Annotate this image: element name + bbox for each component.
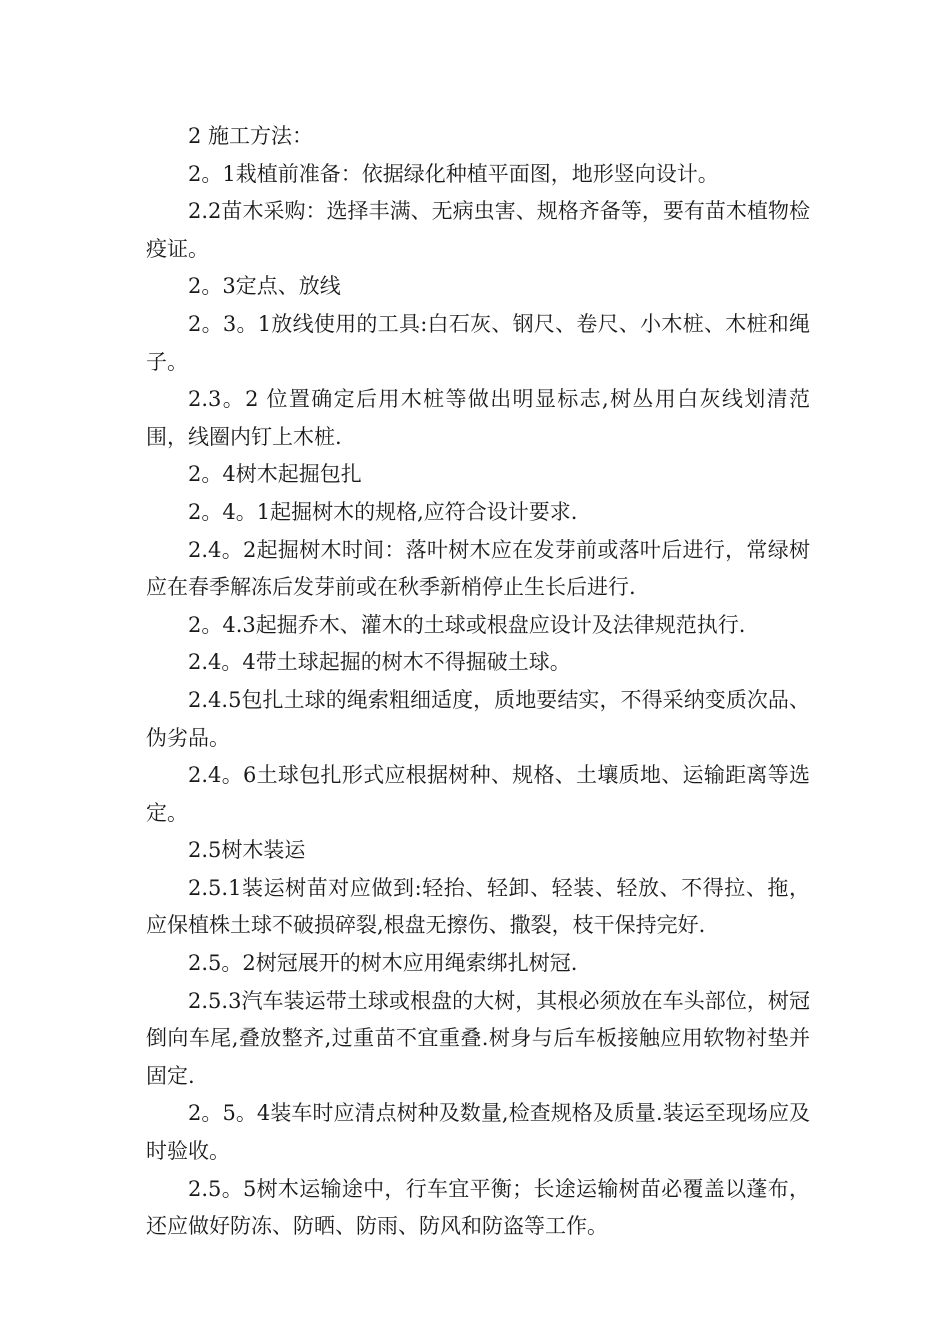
paragraph-2-2: 2.2苗木采购：选择丰满、无病虫害、规格齐备等，要有苗木植物检疫证。 (146, 199, 810, 261)
subheading-2-5: 2.5树木装运 (188, 838, 306, 863)
paragraph-2-4-2: 2.4。2起掘树木时间：落叶树木应在发芽前或落叶后进行，常绿树应在春季解冻后发芽前或在秋季新梢停止生长后进行. (146, 537, 810, 600)
paragraph-2-5-2: 2.5。2树冠展开的树木应用绳索绑扎树冠. (188, 951, 578, 976)
paragraph-2-4-1: 2。4。1起掘树木的规格,应符合设计要求. (188, 499, 578, 524)
paragraph-2-5-4: 2。5。4装车时应清点树种及数量,检查规格及质量.装运至现场应及时验收。 (146, 1101, 810, 1164)
paragraph-2-5-1: 2.5.1装运树苗对应做到:轻抬、轻卸、轻装、轻放、不得拉、拖，应保植株土球不破损碎裂,根盘无擦伤、撒裂，枝干保持完好. (146, 875, 810, 938)
section-heading-construction-method: 2 施工方法： (188, 124, 314, 148)
subheading-2-4: 2。4树木起掘包扎 (188, 462, 362, 487)
paragraph-2-4-6: 2.4。6土球包扎形式应根据树种、规格、土壤质地、运输距离等选定。 (146, 763, 810, 825)
paragraph-2-3-1: 2。3。1放线使用的工具:白石灰、钢尺、卷尺、小木桩、木桩和绳子。 (146, 311, 810, 374)
paragraph-2-1: 2。1栽植前准备：依据绿化种植平面图，地形竖向设计。 (188, 161, 719, 186)
document-body (146, 118, 810, 1246)
paragraph-2-5-5: 2.5。5树木运输途中，行车宜平衡；长途运输树苗必覆盖以蓬布，还应做好防冻、防晒、防雨、防风和防盗等工作。 (146, 1176, 810, 1239)
paragraph-2-4-5: 2.4.5包扎土球的绳索粗细适度，质地要结实，不得采纳变质次品、伪劣品。 (146, 687, 810, 750)
paragraph-2-4-4: 2.4。4带土球起掘的树木不得掘破土球。 (188, 650, 571, 675)
paragraph-2-4-3: 2。4.3起掘乔木、灌木的土球或根盘应设计及法律规范执行. (188, 612, 746, 637)
subheading-2-3: 2。3定点、放线 (188, 274, 341, 299)
paragraph-2-3-2: 2.3。2 位置确定后用木桩等做出明显标志,树丛用白灰线划清范围，线圈内钉上木桩. (146, 387, 810, 449)
paragraph-2-5-3: 2.5.3汽车装运带土球或根盘的大树，其根必须放在车头部位，树冠倒向车尾,叠放整齐,过重苗不宜重叠.树身与后车板接触应用软物衬垫并固定. (146, 988, 810, 1088)
